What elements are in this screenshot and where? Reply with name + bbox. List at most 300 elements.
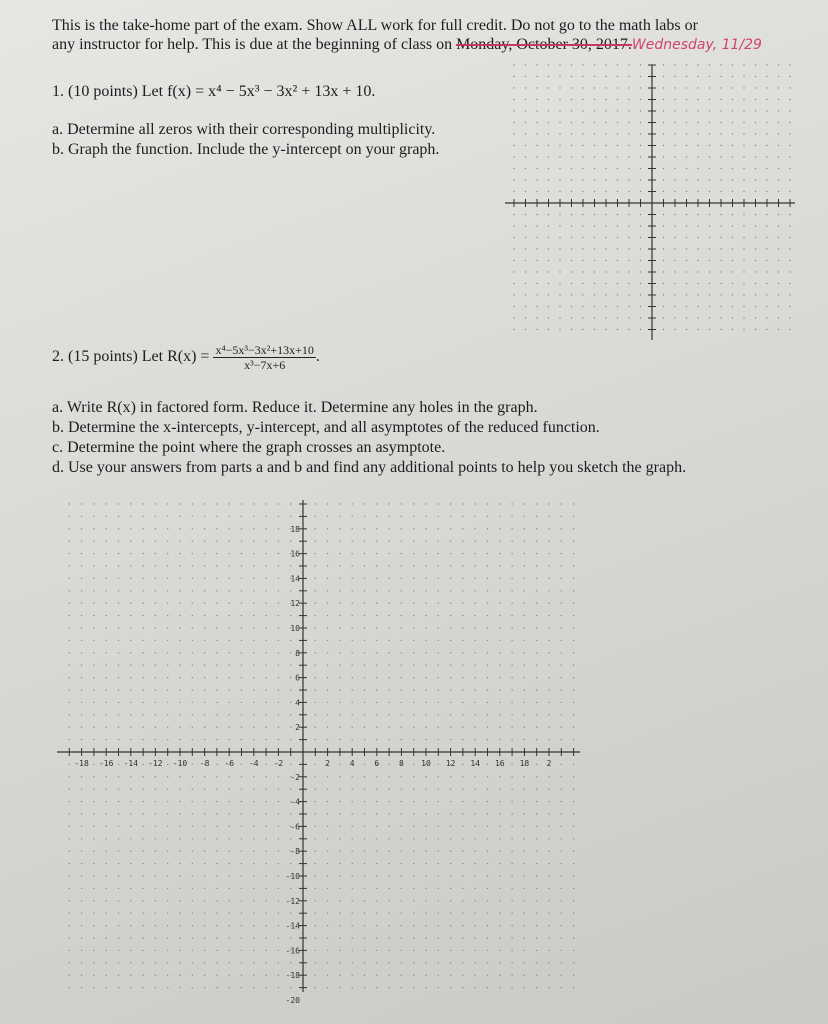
grid-dot <box>511 553 512 554</box>
grid-dot <box>511 789 512 790</box>
grid-dot <box>69 652 70 653</box>
grid-dot <box>142 975 143 976</box>
grid-dot <box>413 652 414 653</box>
grid-dot <box>179 851 180 852</box>
grid-dot <box>524 528 525 529</box>
grid-dot <box>265 503 266 504</box>
grid-dot <box>413 789 414 790</box>
grid-dot <box>265 764 266 765</box>
grid-dot <box>425 677 426 678</box>
grid-dot <box>524 714 525 715</box>
grid-dot <box>536 863 537 864</box>
grid-dot <box>167 739 168 740</box>
grid-dot <box>548 776 549 777</box>
grid-dot <box>425 789 426 790</box>
x-tick-label: 12 <box>445 759 456 768</box>
grid-dot <box>253 714 254 715</box>
grid-dot <box>167 925 168 926</box>
grid-dot <box>93 937 94 938</box>
grid-dot <box>179 677 180 678</box>
grid-dot <box>118 677 119 678</box>
grid-dot <box>339 776 340 777</box>
grid-dot <box>327 826 328 827</box>
grid-dot <box>438 689 439 690</box>
grid-dot <box>106 689 107 690</box>
grid-dot <box>106 603 107 604</box>
grid-dot <box>192 652 193 653</box>
grid-dot <box>524 503 525 504</box>
grid-dot <box>118 937 119 938</box>
grid-dot <box>511 962 512 963</box>
grid-dot <box>487 937 488 938</box>
grid-dot <box>93 578 94 579</box>
grid-dot <box>142 503 143 504</box>
grid-dot <box>93 875 94 876</box>
grid-dot <box>81 702 82 703</box>
grid-dot <box>253 615 254 616</box>
grid-dot <box>438 764 439 765</box>
grid-dot <box>548 851 549 852</box>
grid-dot <box>548 950 549 951</box>
grid-dot <box>561 528 562 529</box>
grid-dot <box>548 900 549 901</box>
grid-dot <box>315 615 316 616</box>
grid-dot <box>376 565 377 566</box>
grid-dot <box>364 863 365 864</box>
grid-dot <box>265 590 266 591</box>
grid-dot <box>573 528 574 529</box>
grid-dot <box>536 640 537 641</box>
grid-dot <box>376 516 377 517</box>
grid-dot <box>327 962 328 963</box>
grid-dot <box>130 739 131 740</box>
grid-dot <box>278 627 279 628</box>
grid-dot <box>278 590 279 591</box>
grid-dot <box>265 813 266 814</box>
grid-dot <box>511 913 512 914</box>
grid-dot <box>167 578 168 579</box>
grid-dot <box>561 603 562 604</box>
grid-dot <box>253 801 254 802</box>
grid-dot <box>278 987 279 988</box>
grid-dot <box>130 851 131 852</box>
grid-dot <box>69 677 70 678</box>
grid-dot <box>278 739 279 740</box>
grid-dot <box>327 875 328 876</box>
grid-dot <box>204 590 205 591</box>
grid-dot <box>487 925 488 926</box>
grid-dot <box>548 875 549 876</box>
grid-dot <box>204 987 205 988</box>
grid-dot <box>278 888 279 889</box>
grid-dot <box>241 652 242 653</box>
grid-dot <box>401 776 402 777</box>
grid-dot <box>524 689 525 690</box>
grid-dot <box>573 826 574 827</box>
grid-dot <box>401 851 402 852</box>
grid-dot <box>167 875 168 876</box>
grid-dot <box>93 987 94 988</box>
grid-dot <box>290 565 291 566</box>
grid-dot <box>265 776 266 777</box>
grid-dot <box>130 913 131 914</box>
grid-dot <box>475 863 476 864</box>
grid-dot <box>561 503 562 504</box>
grid-dot <box>339 813 340 814</box>
grid-dot <box>118 727 119 728</box>
grid-dot <box>536 528 537 529</box>
grid-dot <box>290 739 291 740</box>
grid-dot <box>278 950 279 951</box>
grid-dot <box>241 813 242 814</box>
grid-dot <box>118 776 119 777</box>
grid-dot <box>401 913 402 914</box>
grid-dot <box>511 689 512 690</box>
grid-dot <box>339 665 340 666</box>
grid-dot <box>118 888 119 889</box>
grid-dot <box>192 503 193 504</box>
grid-dot <box>487 789 488 790</box>
grid-dot <box>93 962 94 963</box>
grid-dot <box>413 863 414 864</box>
grid-dot <box>265 925 266 926</box>
grid-dot <box>462 913 463 914</box>
grid-dot <box>499 987 500 988</box>
grid-dot <box>265 789 266 790</box>
grid-dot <box>130 813 131 814</box>
grid-dot <box>253 503 254 504</box>
grid-dot <box>204 863 205 864</box>
grid-dot <box>290 789 291 790</box>
grid-dot <box>192 813 193 814</box>
grid-dot <box>216 541 217 542</box>
grid-dot <box>327 665 328 666</box>
grid-dot <box>155 578 156 579</box>
grid-dot <box>339 528 340 529</box>
grid-dot <box>475 801 476 802</box>
grid-dot <box>106 615 107 616</box>
grid-dot <box>179 652 180 653</box>
grid-dot <box>364 875 365 876</box>
grid-dot <box>450 603 451 604</box>
x-tick-label: -8 <box>199 759 210 768</box>
grid-dot <box>278 913 279 914</box>
grid-dot <box>265 553 266 554</box>
grid-dot <box>376 801 377 802</box>
grid-dot <box>253 838 254 839</box>
grid-dot <box>487 739 488 740</box>
grid-dot <box>364 838 365 839</box>
grid-dot <box>204 900 205 901</box>
grid-dot <box>216 677 217 678</box>
grid-dot <box>511 603 512 604</box>
grid-dot <box>548 975 549 976</box>
grid-dot <box>487 801 488 802</box>
grid-dot <box>216 714 217 715</box>
grid-dot <box>548 590 549 591</box>
grid-dot <box>81 665 82 666</box>
y-tick-label: -12 <box>285 896 300 906</box>
grid-dot <box>487 826 488 827</box>
grid-dot <box>278 677 279 678</box>
grid-dot <box>536 739 537 740</box>
grid-dot <box>130 838 131 839</box>
grid-dot <box>290 838 291 839</box>
grid-dot <box>216 739 217 740</box>
grid-dot <box>192 913 193 914</box>
grid-dot <box>155 677 156 678</box>
grid-dot <box>327 603 328 604</box>
grid-dot <box>81 875 82 876</box>
grid-dot <box>118 627 119 628</box>
grid-dot <box>548 813 549 814</box>
grid-dot <box>401 640 402 641</box>
grid-dot <box>487 541 488 542</box>
grid-dot <box>179 875 180 876</box>
grid-dot <box>265 603 266 604</box>
grid-dot <box>561 727 562 728</box>
grid-dot <box>364 702 365 703</box>
grid-dot <box>327 627 328 628</box>
grid-dot <box>352 627 353 628</box>
grid-dot <box>364 615 365 616</box>
grid-dot <box>401 652 402 653</box>
grid-dot <box>142 900 143 901</box>
grid-dot <box>425 801 426 802</box>
y-tick-label: -20 <box>285 996 300 1005</box>
grid-dot <box>216 603 217 604</box>
grid-dot <box>438 627 439 628</box>
grid-dot <box>548 863 549 864</box>
grid-dot <box>315 590 316 591</box>
grid-dot <box>216 652 217 653</box>
grid-dot <box>487 727 488 728</box>
grid-dot <box>438 590 439 591</box>
grid-dot <box>192 553 193 554</box>
grid-dot <box>118 826 119 827</box>
grid-dot <box>204 826 205 827</box>
grid-dot <box>253 813 254 814</box>
grid-dot <box>388 826 389 827</box>
grid-dot <box>475 528 476 529</box>
grid-dot <box>241 838 242 839</box>
grid-dot <box>425 863 426 864</box>
grid-dot <box>438 913 439 914</box>
grid-dot <box>192 565 193 566</box>
grid-dot <box>401 739 402 740</box>
grid-dot <box>106 900 107 901</box>
grid-dot <box>450 578 451 579</box>
grid-dot <box>352 689 353 690</box>
x-tick-label: -18 <box>74 759 89 768</box>
grid-dot <box>167 776 168 777</box>
grid-dot <box>561 888 562 889</box>
grid-dot <box>265 627 266 628</box>
grid-dot <box>499 937 500 938</box>
grid-dot <box>179 689 180 690</box>
grid-dot <box>192 987 193 988</box>
x-tick-label: -4 <box>248 759 259 768</box>
grid-dot <box>81 789 82 790</box>
grid-dot <box>475 875 476 876</box>
grid-dot <box>438 665 439 666</box>
grid-dot <box>475 665 476 666</box>
grid-dot <box>93 528 94 529</box>
grid-dot <box>425 888 426 889</box>
grid-dot <box>106 801 107 802</box>
grid-dot <box>93 689 94 690</box>
grid-dot <box>536 652 537 653</box>
grid-dot <box>106 838 107 839</box>
x-tick-label: 14 <box>470 759 481 768</box>
grid-dot <box>475 541 476 542</box>
grid-dot <box>511 937 512 938</box>
grid-dot <box>364 801 365 802</box>
grid-dot <box>179 913 180 914</box>
grid-dot <box>438 677 439 678</box>
grid-dot <box>69 962 70 963</box>
grid-dot <box>475 937 476 938</box>
problem2-part-c: c. Determine the point where the graph crosses an asymptote. <box>52 439 446 456</box>
grid-dot <box>315 640 316 641</box>
grid-dot <box>462 975 463 976</box>
grid-dot <box>241 541 242 542</box>
grid-dot <box>475 603 476 604</box>
grid-dot <box>106 925 107 926</box>
grid-dot <box>192 851 193 852</box>
x-tick-label: -2 <box>273 759 284 768</box>
grid-dot <box>155 503 156 504</box>
grid-dot <box>339 553 340 554</box>
grid-dot <box>155 727 156 728</box>
grid-dot <box>376 987 377 988</box>
grid-dot <box>118 590 119 591</box>
grid-dot <box>241 727 242 728</box>
grid-dot <box>511 652 512 653</box>
grid-dot <box>413 987 414 988</box>
grid-dot <box>229 553 230 554</box>
grid-dot <box>376 627 377 628</box>
grid-dot <box>327 553 328 554</box>
grid-dot <box>573 813 574 814</box>
grid-dot <box>265 727 266 728</box>
grid-dot <box>561 875 562 876</box>
grid-dot <box>499 541 500 542</box>
grid-dot <box>81 603 82 604</box>
grid-dot <box>425 925 426 926</box>
grid-dot <box>315 975 316 976</box>
grid-dot <box>364 925 365 926</box>
grid-dot <box>327 702 328 703</box>
grid-dot <box>278 789 279 790</box>
y-tick-label: -14 <box>285 921 300 931</box>
grid-dot <box>315 813 316 814</box>
grid-dot <box>253 627 254 628</box>
grid-dot <box>167 987 168 988</box>
grid-dot <box>315 950 316 951</box>
grid-dot <box>118 615 119 616</box>
grid-dot <box>93 727 94 728</box>
grid-dot <box>229 875 230 876</box>
grid-dot <box>462 851 463 852</box>
grid-dot <box>216 875 217 876</box>
problem2-part-b: b. Determine the x-intercepts, y-intercept, and all asymptotes of the reduced function. <box>52 419 600 436</box>
grid-dot <box>253 665 254 666</box>
grid-dot <box>450 541 451 542</box>
grid-dot <box>204 962 205 963</box>
grid-dot <box>204 702 205 703</box>
grid-dot <box>93 503 94 504</box>
grid-dot <box>241 603 242 604</box>
grid-dot <box>106 813 107 814</box>
grid-dot <box>81 888 82 889</box>
grid-dot <box>278 603 279 604</box>
grid-dot <box>462 826 463 827</box>
grid-dot <box>388 565 389 566</box>
grid-dot <box>438 714 439 715</box>
grid-dot <box>130 553 131 554</box>
grid-dot <box>376 739 377 740</box>
grid-dot <box>229 516 230 517</box>
grid-dot <box>376 578 377 579</box>
grid-dot <box>216 863 217 864</box>
grid-dot <box>278 714 279 715</box>
grid-dot <box>524 727 525 728</box>
grid-dot <box>167 900 168 901</box>
grid-dot <box>179 801 180 802</box>
grid-dot <box>118 863 119 864</box>
grid-dot <box>573 615 574 616</box>
grid-dot <box>179 937 180 938</box>
grid-dot <box>130 652 131 653</box>
grid-dot <box>376 950 377 951</box>
grid-dot <box>253 789 254 790</box>
grid-dot <box>413 888 414 889</box>
grid-dot <box>364 975 365 976</box>
grid-dot <box>388 652 389 653</box>
grid-dot <box>499 950 500 951</box>
intro-line-2-text: any instructor for help. This is due at the beginning of class on <box>52 36 457 53</box>
grid-dot <box>352 801 353 802</box>
grid-dot <box>450 516 451 517</box>
grid-dot <box>204 813 205 814</box>
grid-dot <box>376 727 377 728</box>
grid-dot <box>241 962 242 963</box>
grid-dot <box>462 925 463 926</box>
grid-dot <box>573 987 574 988</box>
grid-dot <box>155 925 156 926</box>
grid-dot <box>192 875 193 876</box>
grid-dot <box>216 590 217 591</box>
grid-dot <box>290 937 291 938</box>
grid-dot <box>241 590 242 591</box>
grid-dot <box>179 962 180 963</box>
grid-dot <box>81 516 82 517</box>
grid-dot <box>106 776 107 777</box>
grid-dot <box>130 863 131 864</box>
grid-dot <box>229 776 230 777</box>
grid-dot <box>327 925 328 926</box>
intro-line-1: This is the take-home part of the exam. Show ALL work for full credit. Do not go to the math labs or <box>52 17 698 34</box>
grid-dot <box>376 665 377 666</box>
grid-dot <box>315 528 316 529</box>
y-tick-label: 10 <box>290 624 300 633</box>
grid-dot <box>364 665 365 666</box>
grid-dot <box>69 739 70 740</box>
grid-dot <box>548 962 549 963</box>
grid-dot <box>376 590 377 591</box>
grid-dot <box>499 553 500 554</box>
